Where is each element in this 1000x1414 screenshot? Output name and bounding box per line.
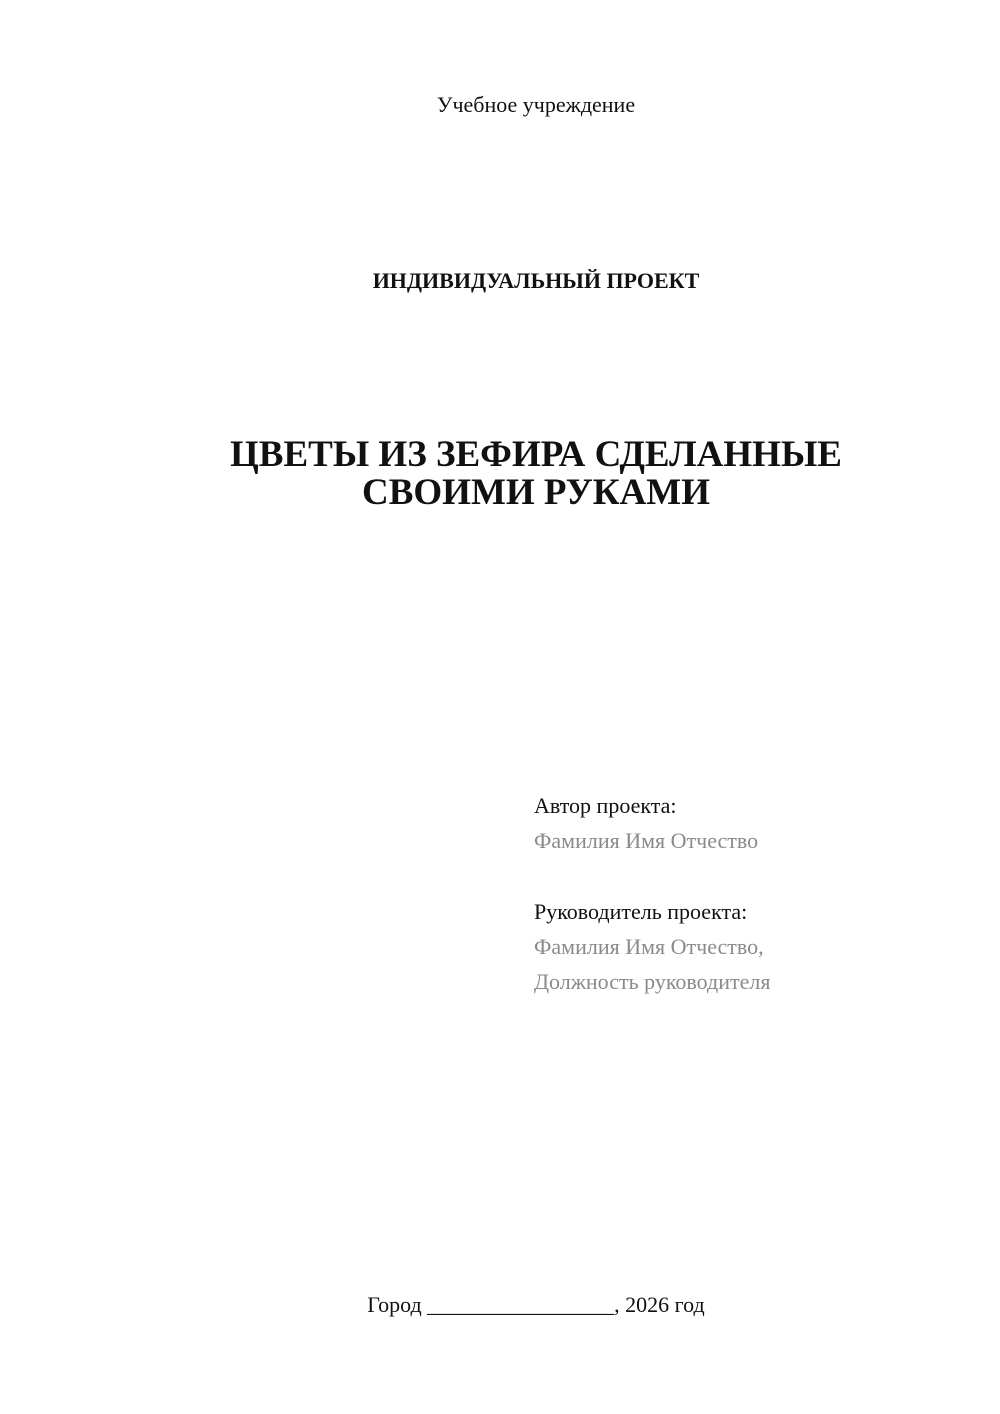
author-label: Автор проекта:	[534, 793, 677, 818]
author-name: Фамилия Имя Отчество	[534, 828, 759, 853]
credits-spacer	[534, 858, 770, 894]
credits-block	[534, 788, 770, 999]
institution-name: Учебное учреждение	[436, 92, 636, 117]
document-type: ИНДИВИДУАЛЬНЫЙ ПРОЕКТ	[372, 268, 700, 293]
project-title	[0, 436, 1000, 512]
city-year-footer: Город _________________, 2026 год	[367, 1292, 705, 1317]
supervisor-position: Должность руководителя	[534, 969, 771, 994]
supervisor-label: Руководитель проекта:	[534, 899, 748, 924]
project-title-line-2: СВОИМИ РУКАМИ	[362, 472, 710, 513]
project-title-line-1: ЦВЕТЫ ИЗ ЗЕФИРА СДЕЛАННЫЕ	[230, 434, 842, 475]
supervisor-name: Фамилия Имя Отчество,	[534, 934, 764, 959]
